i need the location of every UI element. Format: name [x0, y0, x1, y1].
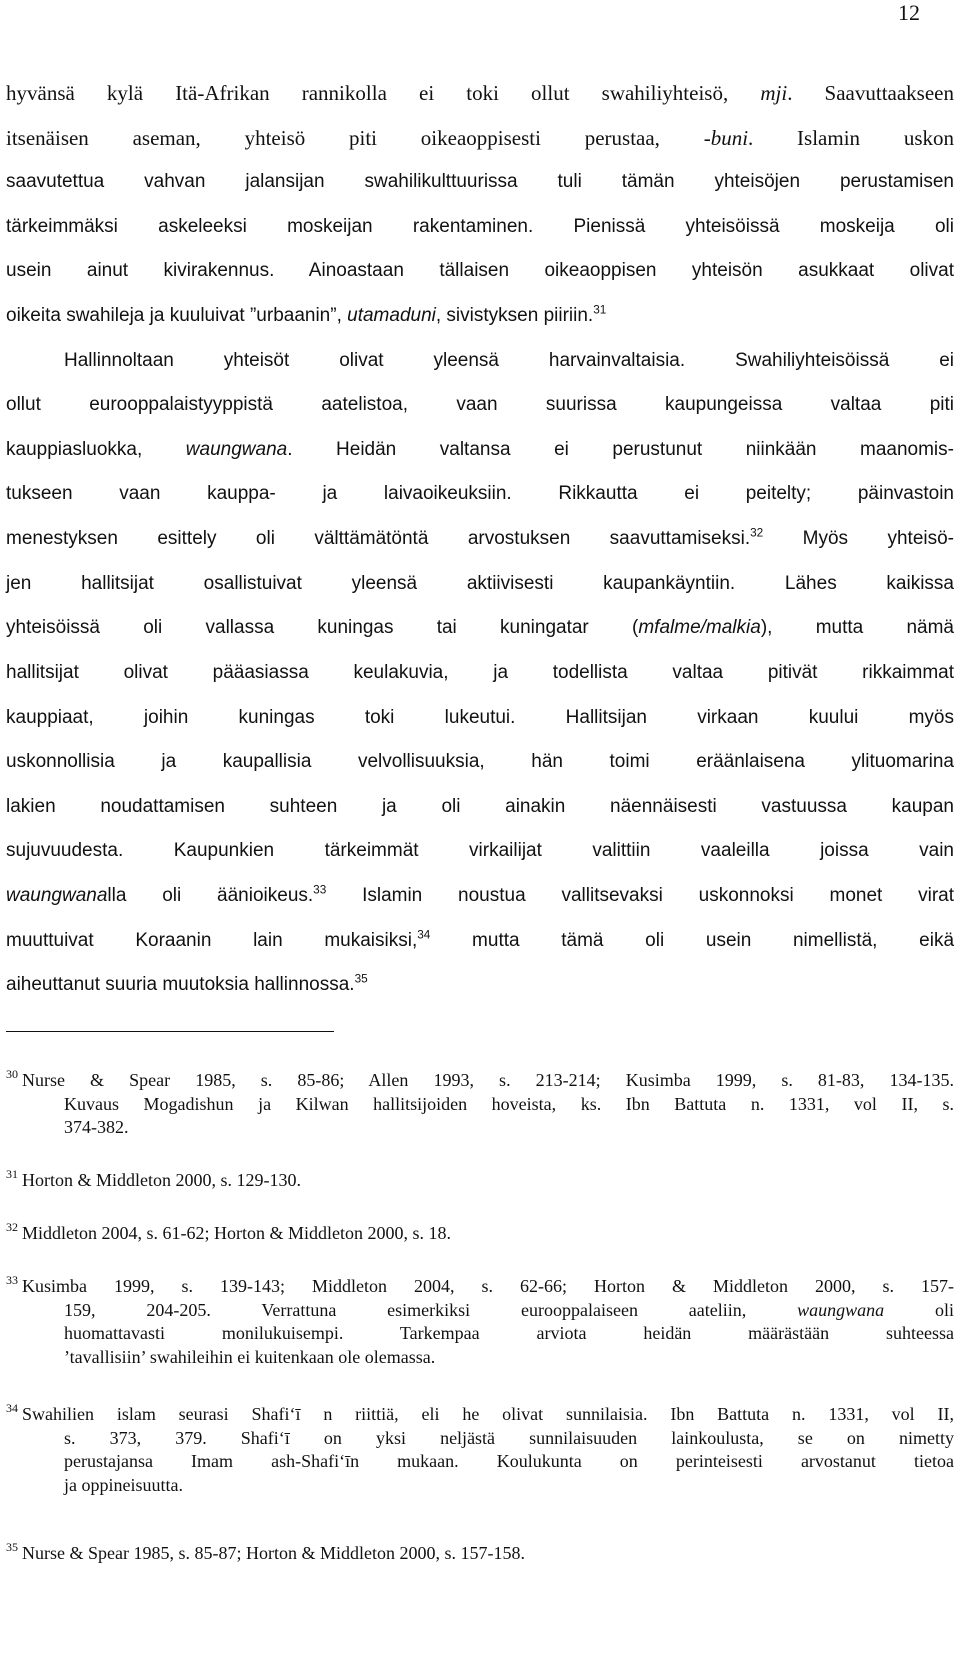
footnote-line: Kuvaus Mogadishun ja Kilwan hallitsijoiden hoveista, ks. Ibn Battuta n. 1331, vol II, s.: [64, 1093, 954, 1114]
footnote-number: 31: [6, 1167, 18, 1181]
footnote-30: [6, 1069, 954, 1140]
footnote-line: perustajansa Imam ash-Shafi‘īn mukaan. Koulukunta on perinteisesti arvostanut tietoa: [64, 1451, 954, 1471]
footnote-separator: [6, 1031, 334, 1032]
footnote-line: $^{32}$ Middleton 2004, s. 61-62; Horton & Middleton 2000, s. 18.: [6, 1220, 451, 1243]
body-line: aiheuttanut suuria muutoksia hallinnossa.$^{35}$: [6, 972, 368, 996]
footnote-line: 159, 204-205. Verrattuna esimerkiksi eurooppalaiseen aateliin, waungwana oli: [64, 1299, 954, 1320]
body-line: tärkeimmäksi askeleeksi moskeijan rakentaminen. Pienissä yhteisöissä moskeija oli: [6, 215, 954, 237]
footnote-34: [6, 1403, 954, 1497]
footnote-ref-33: 33: [313, 883, 327, 897]
footnote-number: 33: [6, 1273, 18, 1287]
body-line: yhteisöissä oli vallassa kuningas tai kuningatar (mfalme/malkia), mutta nämä: [6, 617, 954, 639]
footnote-31: [6, 1169, 954, 1193]
footnote-ref-34: 34: [417, 928, 431, 942]
footnote-line: $^{33}$ Kusimba 1999, s. 139-143; Middleton 2004, s. 62-66; Horton & Middleton 2000, s. 157-: [6, 1273, 954, 1296]
footnote-line: $^{31}$ Horton & Middleton 2000, s. 129-130.: [6, 1167, 301, 1190]
footnote-number: 35: [6, 1540, 18, 1554]
footnote-35: [6, 1542, 954, 1566]
footnote-ref-31: 31: [593, 303, 607, 317]
footnote-33: [6, 1275, 954, 1369]
page-number: 12: [898, 0, 920, 25]
footnote-number: 34: [6, 1401, 18, 1415]
body-line: ollut eurooppalaistyyppistä aatelistoa, vaan suurissa kaupungeissa valtaa piti: [6, 394, 954, 416]
body-line: itsenäisen aseman, yhteisö piti oikeaoppisesti perustaa, -buni. Islamin uskon: [6, 125, 954, 150]
body-line: lakien noudattamisen suhteen ja oli ainakin näennäisesti vastuussa kaupan: [6, 795, 954, 817]
body-line: oikeita swahileja ja kuuluivat ”urbaanin”, utamaduni, sivistyksen piiriin.$^{31}$: [6, 303, 607, 327]
body-line: jen hallitsijat osallistuivat yleensä aktiivisesti kaupankäyntiin. Lähes kaikissa: [6, 572, 954, 594]
footnote-line: ’tavallisiin’ swahileihin ei kuitenkaan ole olemassa.: [64, 1346, 436, 1367]
body-line: usein ainut kivirakennus. Ainoastaan tällaisen oikeaoppisen yhteisön asukkaat olivat: [6, 260, 954, 282]
body-text: [6, 71, 954, 1008]
footnote-line: $^{30}$ Nurse & Spear 1985, s. 85-86; Allen 1993, s. 213-214; Kusimba 1999, s. 81-83, 134-135.: [6, 1067, 954, 1090]
body-line: Hallinnoltaan yhteisöt olivat yleensä harvainvaltaisia. Swahiliyhteisöissä ei: [64, 349, 954, 371]
body-line: saavutettua vahvan jalansijan swahilikulttuurissa tuli tämän yhteisöjen perustamisen: [6, 171, 954, 193]
body-line: waungwanalla oli äänioikeus.$^{33}$ Islamin noustua vallitsevaksi uskonnoksi monet virat: [6, 883, 954, 906]
footnote-ref-35: 35: [354, 972, 368, 986]
body-line: hallitsijat olivat pääasiassa keulakuvia, ja todellista valtaa pitivät rikkaimmat: [6, 661, 954, 683]
body-line: muuttuivat Koraanin lain mukaisiksi,$^{34}$ mutta tämä oli usein nimellistä, eikä: [6, 928, 955, 951]
footnote-line: huomattavasti monilukuisempi. Tarkempaa arviota heidän määrästään suhteessa: [64, 1323, 954, 1343]
footnote-line: 374-382.: [64, 1117, 129, 1137]
footnote-number: 30: [6, 1067, 18, 1081]
body-line: kauppiasluokka, waungwana. Heidän valtansa ei perustunut niinkään maanomis-: [6, 438, 954, 460]
body-line: uskonnollisia ja kaupallisia velvollisuuksia, hän toimi eräänlaisena ylituomarina: [6, 751, 954, 773]
body-line: menestyksen esittely oli välttämätöntä arvostuksen saavuttamiseksi.$^{32}$ Myös yhteisö-: [6, 526, 954, 550]
footnote-line: $^{34}$ Swahilien islam seurasi Shafi‘ī n riittiä, eli he olivat sunnilaisia. Ibn Battuta n. 1331, vol II,: [6, 1401, 954, 1424]
footnote-number: 32: [6, 1220, 18, 1234]
body-line: hyvänsä kylä Itä-Afrikan rannikolla ei toki ollut swahiliyhteisö, mji. Saavuttaakseen: [6, 81, 954, 105]
body-line: sujuvuudesta. Kaupunkien tärkeimmät virkailijat valittiin vaaleilla joissa vain: [6, 840, 954, 862]
footnote-ref-32: 32: [750, 526, 764, 540]
body-line: kauppiaat, joihin kuningas toki lukeutui. Hallitsijan virkaan kuului myös: [6, 706, 954, 728]
body-line: tukseen vaan kauppa- ja laivaoikeuksiin. Rikkautta ei peitelty; päinvastoin: [6, 483, 954, 505]
footnote-line: $^{35}$ Nurse & Spear 1985, s. 85-87; Horton & Middleton 2000, s. 157-158.: [6, 1540, 525, 1563]
footnote-line: ja oppineisuutta.: [64, 1474, 183, 1495]
footnote-line: s. 373, 379. Shafi‘ī on yksi neljästä sunnilaisuuden lainkoulusta, se on nimetty: [64, 1427, 954, 1448]
footnote-32: [6, 1222, 954, 1246]
